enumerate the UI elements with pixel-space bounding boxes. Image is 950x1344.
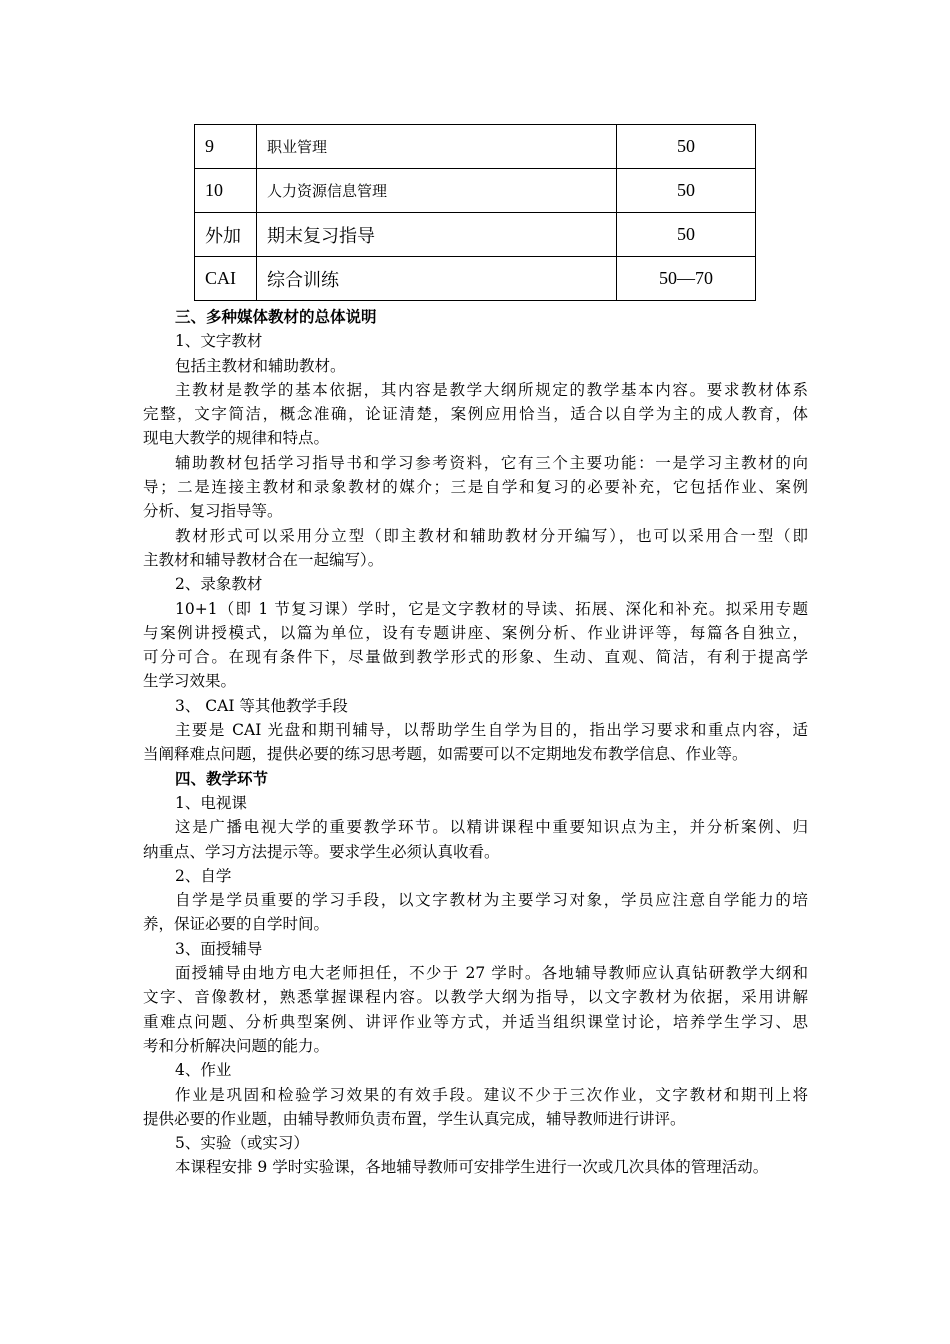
subheading: 5、实验（或实习）	[175, 1134, 309, 1153]
paragraph-line: 可分可合。在现有条件下，尽量做到教学形式的形象、生动、直观、简洁，有利于提高学	[143, 648, 808, 667]
row-hours: 50	[617, 169, 756, 213]
paragraph-line: 辅助教材包括学习指导书和学习参考资料，它有三个主要功能：一是学习主教材的向	[175, 453, 808, 472]
row-title: 综合训练	[257, 257, 617, 301]
course-hours-table	[194, 124, 756, 301]
row-hours: 50—70	[617, 257, 756, 301]
paragraph-line: 面授辅导由地方电大老师担任，不少于 27 学时。各地辅导教师应认真钻研教学大纲和	[175, 964, 808, 983]
paragraph-line: 生学习效果。	[143, 672, 237, 691]
paragraph-line: 教材形式可以采用分立型（即主教材和辅助教材分开编写），也可以采用合一型（即	[175, 526, 808, 545]
paragraph-line: 主教材是教学的基本依据，其内容是教学大纲所规定的教学基本内容。要求教材体系	[175, 380, 808, 399]
document-body	[143, 305, 808, 1180]
row-hours: 50	[617, 213, 756, 257]
paragraph-line: 包括主教材和辅助教材。	[175, 356, 346, 375]
paragraph-line: 10+1（即 1 节复习课）学时，它是文字教材的导读、拓展、深化和补充。拟采用专题	[175, 599, 808, 618]
paragraph-line: 养，保证必要的自学时间。	[143, 915, 330, 934]
paragraph-line: 现电大教学的规律和特点。	[143, 429, 330, 448]
subheading: 3、 CAI 等其他教学手段	[175, 696, 348, 715]
row-number: CAI	[195, 257, 257, 301]
paragraph-line: 当阐释难点问题，提供必要的练习思考题，如需要可以不定期地发布教学信息、作业等。	[143, 745, 748, 764]
subheading: 2、自学	[175, 866, 232, 885]
paragraph-line: 自学是学员重要的学习手段，以文字教材为主要学习对象，学员应注意自学能力的培	[175, 891, 808, 910]
subheading: 3、面授辅导	[175, 939, 263, 958]
row-number: 9	[195, 125, 257, 169]
row-title: 期末复习指导	[257, 213, 617, 257]
paragraph-line: 本课程安排 9 学时实验课，各地辅导教师可安排学生进行一次或几次具体的管理活动。	[175, 1158, 769, 1177]
paragraph-line: 这是广播电视大学的重要教学环节。以精讲课程中重要知识点为主，并分析案例、归	[175, 818, 808, 837]
paragraph-line: 主要是 CAI 光盘和期刊辅导，以帮助学生自学为目的，指出学习要求和重点内容，适	[175, 721, 808, 740]
section-heading: 三、多种媒体教材的总体说明	[175, 307, 377, 326]
row-number: 外加	[195, 213, 257, 257]
paragraph-line: 分析、复习指导等。	[143, 502, 283, 521]
paragraph-line: 作业是巩固和检验学习效果的有效手段。建议不少于三次作业，文字教材和期刊上将	[175, 1085, 808, 1104]
section-heading: 四、教学环节	[175, 768, 269, 788]
paragraph-line: 主教材和辅导教材合在一起编写）。	[143, 550, 384, 569]
paragraph-line: 与案例讲授模式，以篇为单位，设有专题讲座、案例分析、作业讲评等，每篇各自独立，	[143, 623, 808, 642]
paragraph-line: 重难点问题、分析典型案例、讲评作业等方式，并适当组织课堂讨论，培养学生学习、思	[143, 1012, 808, 1031]
paragraph-line: 考和分析解决问题的能力。	[143, 1036, 330, 1055]
table-row	[195, 213, 756, 257]
paragraph-line: 导；二是连接主教材和录象教材的媒介；三是自学和复习的必要补充，它包括作业、案例	[143, 478, 808, 497]
row-number: 10	[195, 169, 257, 213]
subheading: 2、录象教材	[175, 575, 263, 594]
paragraph-line: 文字、音像教材，熟悉掌握课程内容。以教学大纲为指导，以文字教材为依据，采用讲解	[143, 988, 808, 1007]
table-row	[195, 257, 756, 301]
row-title: 人力资源信息管理	[257, 169, 617, 213]
table-row	[195, 169, 756, 213]
row-title: 职业管理	[257, 125, 617, 169]
paragraph-line: 纳重点、学习方法提示等。要求学生必须认真收看。	[143, 842, 500, 861]
table-row	[195, 125, 756, 169]
row-hours: 50	[617, 125, 756, 169]
subheading: 1、电视课	[175, 793, 247, 812]
paragraph-line: 完整，文字简洁，概念准确，论证清楚，案例应用恰当，适合以自学为主的成人教育，体	[143, 405, 808, 424]
subheading: 4、作业	[175, 1061, 232, 1080]
paragraph-line: 提供必要的作业题，由辅导教师负责布置，学生认真完成，辅导教师进行讲评。	[143, 1109, 686, 1128]
subheading: 1、文字教材	[175, 332, 263, 351]
